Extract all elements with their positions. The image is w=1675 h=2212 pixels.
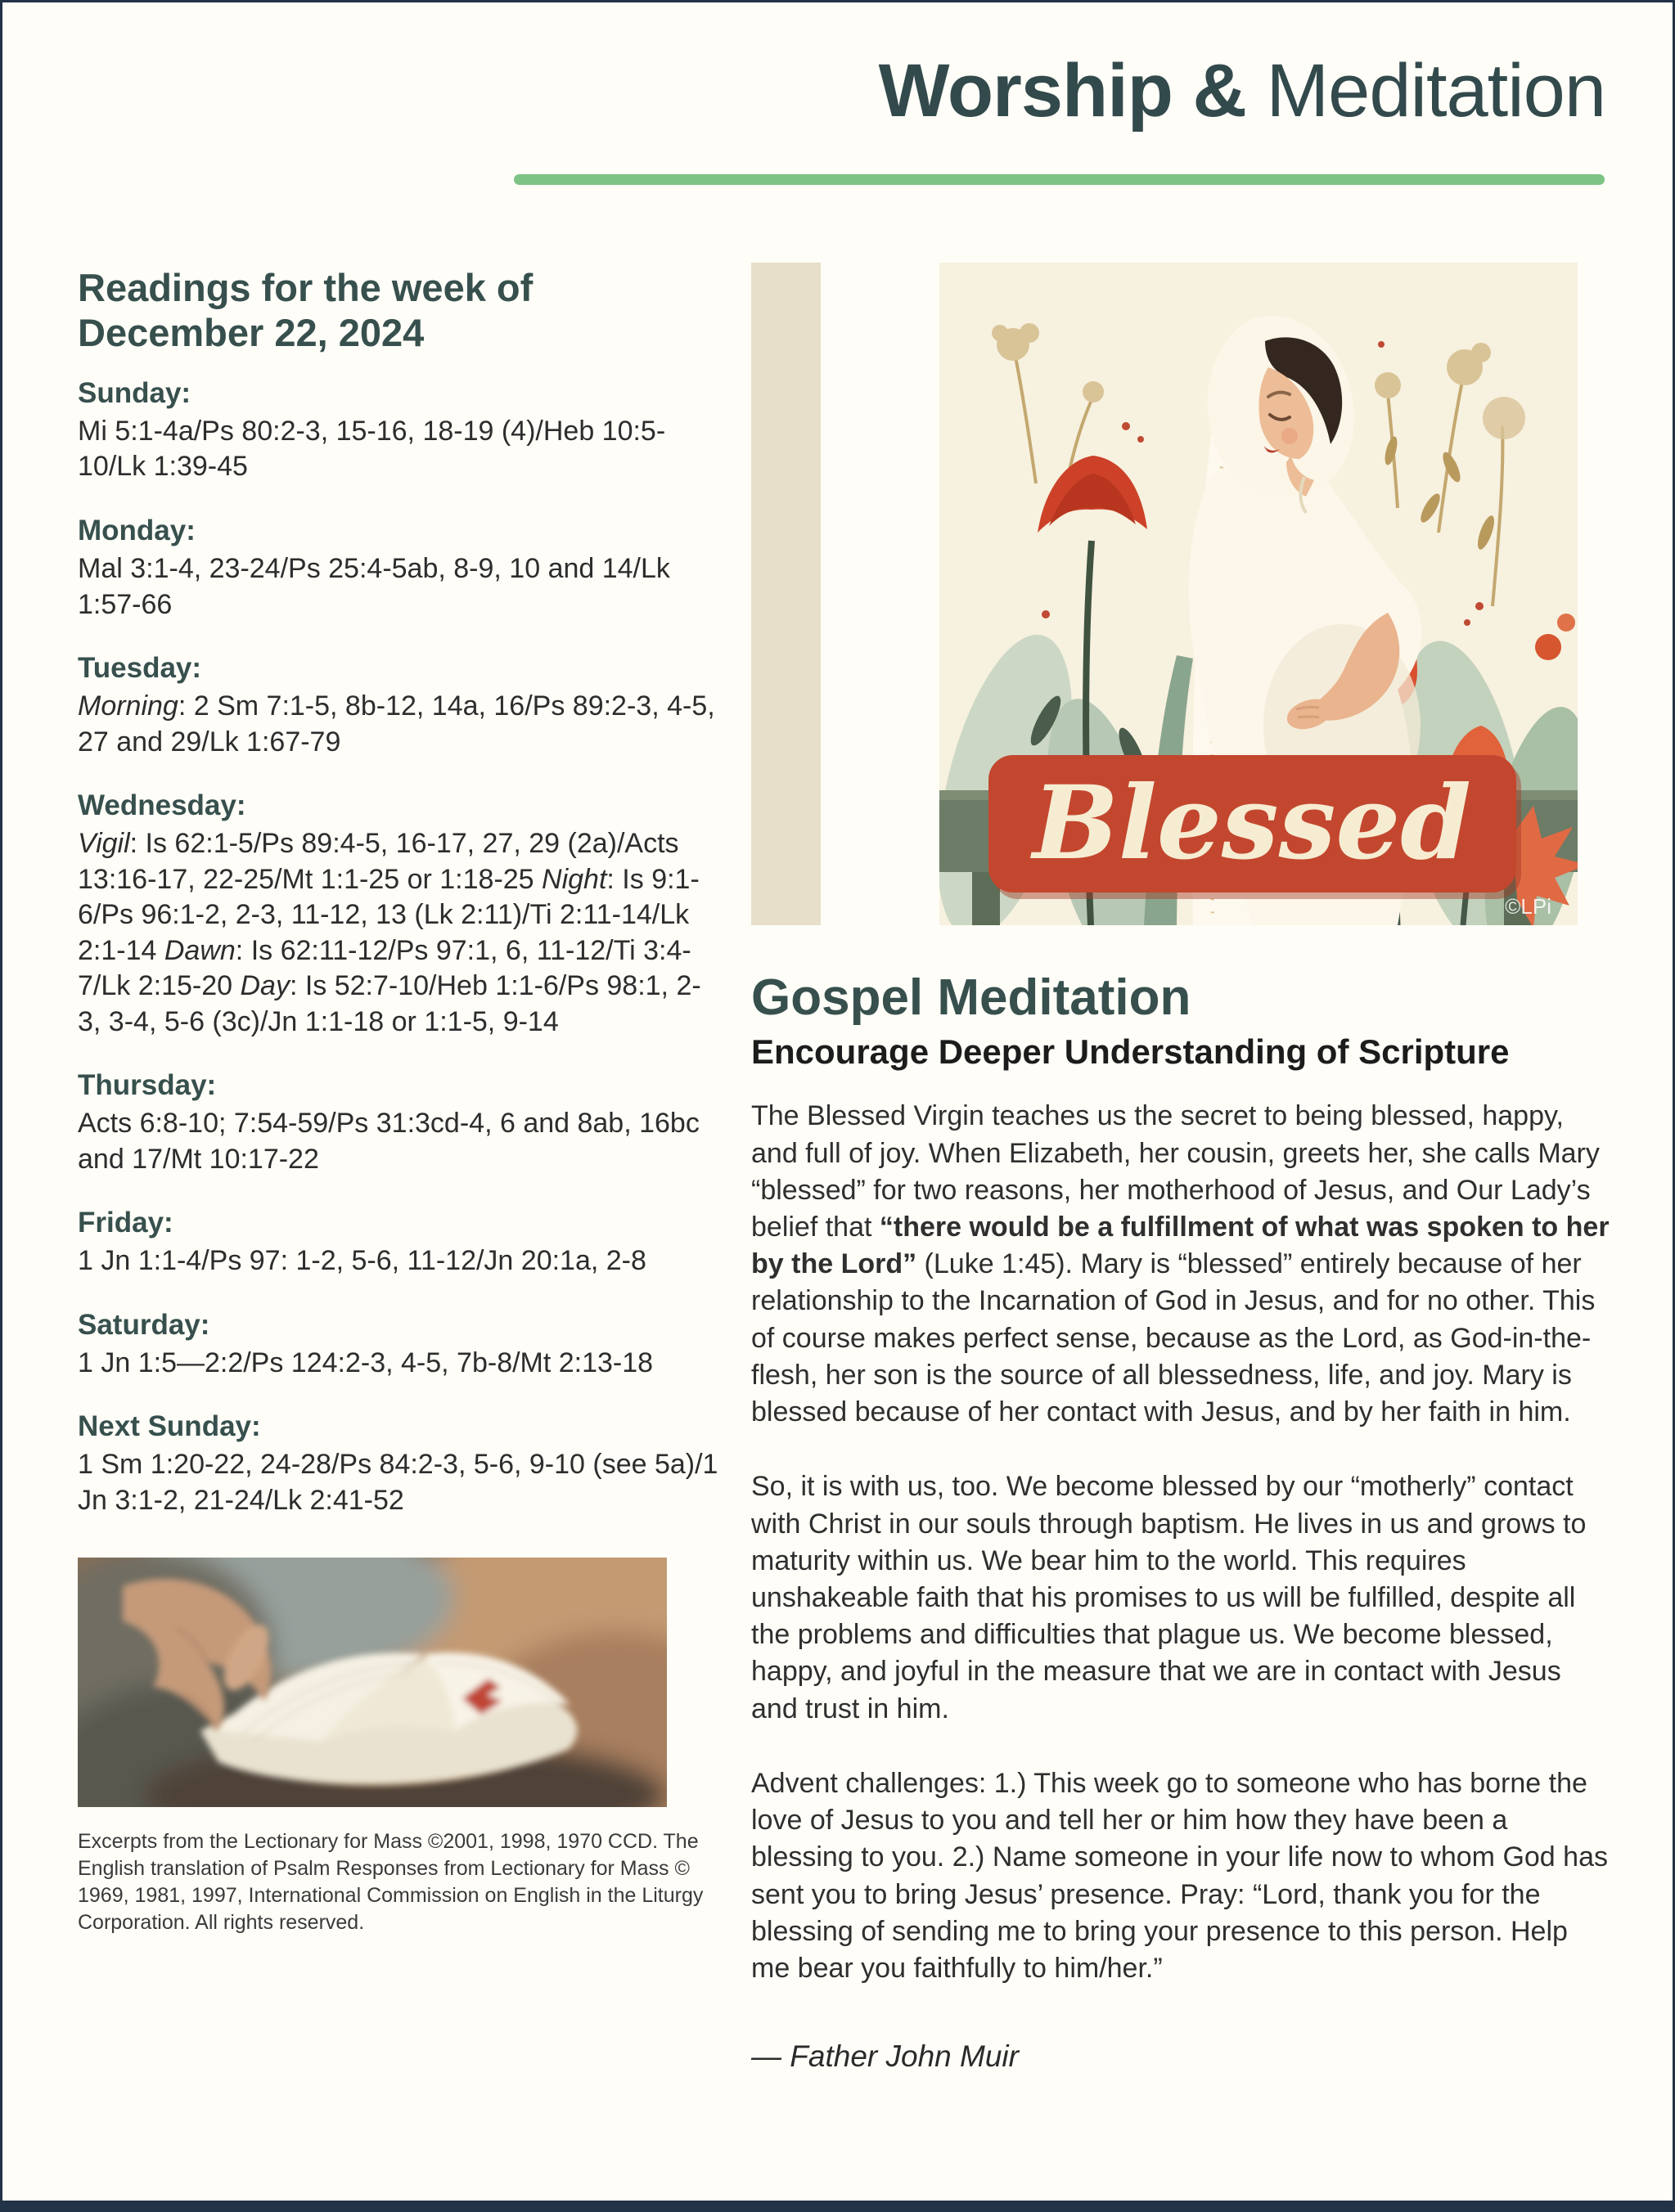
page-title-bold: Worship & bbox=[878, 49, 1246, 133]
day-reading: Mi 5:1-4a/Ps 80:2-3, 15-16, 18-19 (4)/Heb 10:5-10/Lk 1:39-45 bbox=[78, 415, 666, 483]
day-label: Next Sunday: bbox=[78, 1410, 261, 1443]
day-label: Thursday: bbox=[78, 1069, 217, 1102]
author-signature: — Father John Muir bbox=[751, 2039, 1019, 2074]
page-title-light: Meditation bbox=[1245, 49, 1605, 133]
art-row bbox=[751, 263, 1610, 925]
page-bottom-border bbox=[2, 2201, 1673, 2210]
day-label: Friday: bbox=[78, 1207, 173, 1239]
day-reading: Vigil: Is 62:1-5/Ps 89:4-5, 16-17, 27, 29 (2a)/Acts 13:16-17, 22-25/Mt 1:1-25 or 1:18-25 Night: Is 9:1-6/Ps 96:1-2, 2-3, 11-12, 13 (Lk 2:11)/Ti 2:11-14/Lk 2:1-14 Dawn: Is 62:11-12/Ps 97:1, 6, 11-12/Ti 3:4-7/Lk 2:15-20 Day: Is 52:7-10/Heb 1:1-6/Ps 98:1, 2-3, 3-4, 5-6 (3c)/Jn 1:1-18 or 1:1-5, 9-14 bbox=[78, 828, 701, 1037]
reading-day bbox=[78, 515, 724, 623]
blessed-banner bbox=[988, 755, 1521, 899]
day-reading: 1 Jn 1:1-4/Ps 97: 1-2, 5-6, 11-12/Jn 20:1a, 2-8 bbox=[78, 1245, 646, 1277]
beige-accent-bar bbox=[751, 263, 821, 925]
day-reading: 1 Jn 1:5—2:2/Ps 124:2-3, 4-5, 7b-8/Mt 2:13-18 bbox=[78, 1347, 654, 1378]
reading-day bbox=[78, 1207, 724, 1279]
readings-list bbox=[78, 377, 724, 1518]
day-label: Tuesday: bbox=[78, 652, 202, 685]
blessed-banner-text: Blessed bbox=[1032, 764, 1472, 883]
day-label: Saturday: bbox=[78, 1308, 210, 1341]
gospel-meditation-subheading: Encourage Deeper Understanding of Scripture bbox=[751, 1032, 1510, 1072]
day-reading: Acts 6:8-10; 7:54-59/Ps 31:3cd-4, 6 and 8ab, 16bc and 17/Mt 10:17-22 bbox=[78, 1108, 700, 1175]
meditation-paragraph: The Blessed Virgin teaches us the secret to being blessed, happy, and full of joy. When Elizabeth, her cousin, greets her, she calls Mary “blessed” for two reasons, her motherhood of Jesus, and Our Lady’s belief that “there would be a fulfillment of what was spoken to her by the Lord” (Luke 1:45). Mary is “blessed” entirely because of her relationship to the Incarnation of God in Jesus, and for no other. This of course makes perfect sense, because as the Lord, as God-in-the-flesh, her son is the source of all blessedness, life, and joy. Mary is blessed because of her contact with Jesus, and by her faith in him. bbox=[751, 1100, 1610, 1428]
meditation-paragraph: So, it is with us, too. We become blessed by our “motherly” contact with Christ in our souls through baptism. He lives in us and grows to maturity within us. We bear him to the world. This requires unshakeable faith that his promises to us will be fulfilled, despite all the problems and difficulties that plague us. We become blessed, happy, and joyful in the measure that we are in contact with Jesus and trust in him. bbox=[751, 1471, 1587, 1724]
day-reading: 1 Sm 1:20-22, 24-28/Ps 84:2-3, 5-6, 9-10 (see 5a)/1 Jn 3:1-2, 21-24/Lk 2:41-52 bbox=[78, 1449, 718, 1516]
page-title bbox=[878, 49, 1605, 133]
day-reading: Morning: 2 Sm 7:1-5, 8b-12, 14a, 16/Ps 89:2-3, 4-5, 27 and 29/Lk 1:67-79 bbox=[78, 690, 715, 758]
meditation-paragraphs bbox=[751, 1098, 1610, 1987]
reading-day bbox=[78, 1410, 724, 1518]
reading-day bbox=[78, 652, 724, 760]
bible-photo bbox=[78, 1558, 667, 1807]
day-label: Sunday: bbox=[78, 376, 191, 409]
readings-heading: Readings for the week of December 22, 2024 bbox=[78, 266, 534, 354]
readings-column bbox=[78, 266, 724, 1957]
reading-day bbox=[78, 377, 724, 485]
meditation-column bbox=[751, 263, 1610, 2074]
meditation-paragraph: Advent challenges: 1.) This week go to someone who has borne the love of Jesus to you and tell her or him how they have been a blessing to you. 2.) Name someone in your life now to whom God has sent you to bring Jesus’ presence. Pray: “Lord, thank you for the blessing of sending me to bring your presence to this person. Help me bear you faithfully to him/her.” bbox=[751, 1767, 1608, 1984]
day-reading: Mal 3:1-4, 23-24/Ps 25:4-5ab, 8-9, 10 and 14/Lk 1:57-66 bbox=[78, 553, 670, 620]
reading-day bbox=[78, 1309, 724, 1382]
masthead-divider bbox=[514, 174, 1605, 185]
reading-day bbox=[78, 789, 724, 1040]
lpi-credit: ©LPi bbox=[1505, 894, 1551, 919]
reading-day bbox=[78, 1069, 724, 1177]
mary-illustration bbox=[939, 263, 1578, 925]
day-label: Monday: bbox=[78, 515, 196, 546]
day-label: Wednesday: bbox=[78, 789, 246, 822]
gospel-meditation-heading: Gospel Meditation bbox=[751, 969, 1191, 1026]
lectionary-copyright: Excerpts from the Lectionary for Mass ©2001, 1998, 1970 CCD. The English translation of Psalm Responses from Lectionary for Mass © 1969, 1981, 1997, International Commission on English in the Liturgy Corporation. All rights reserved. bbox=[78, 1830, 704, 1935]
